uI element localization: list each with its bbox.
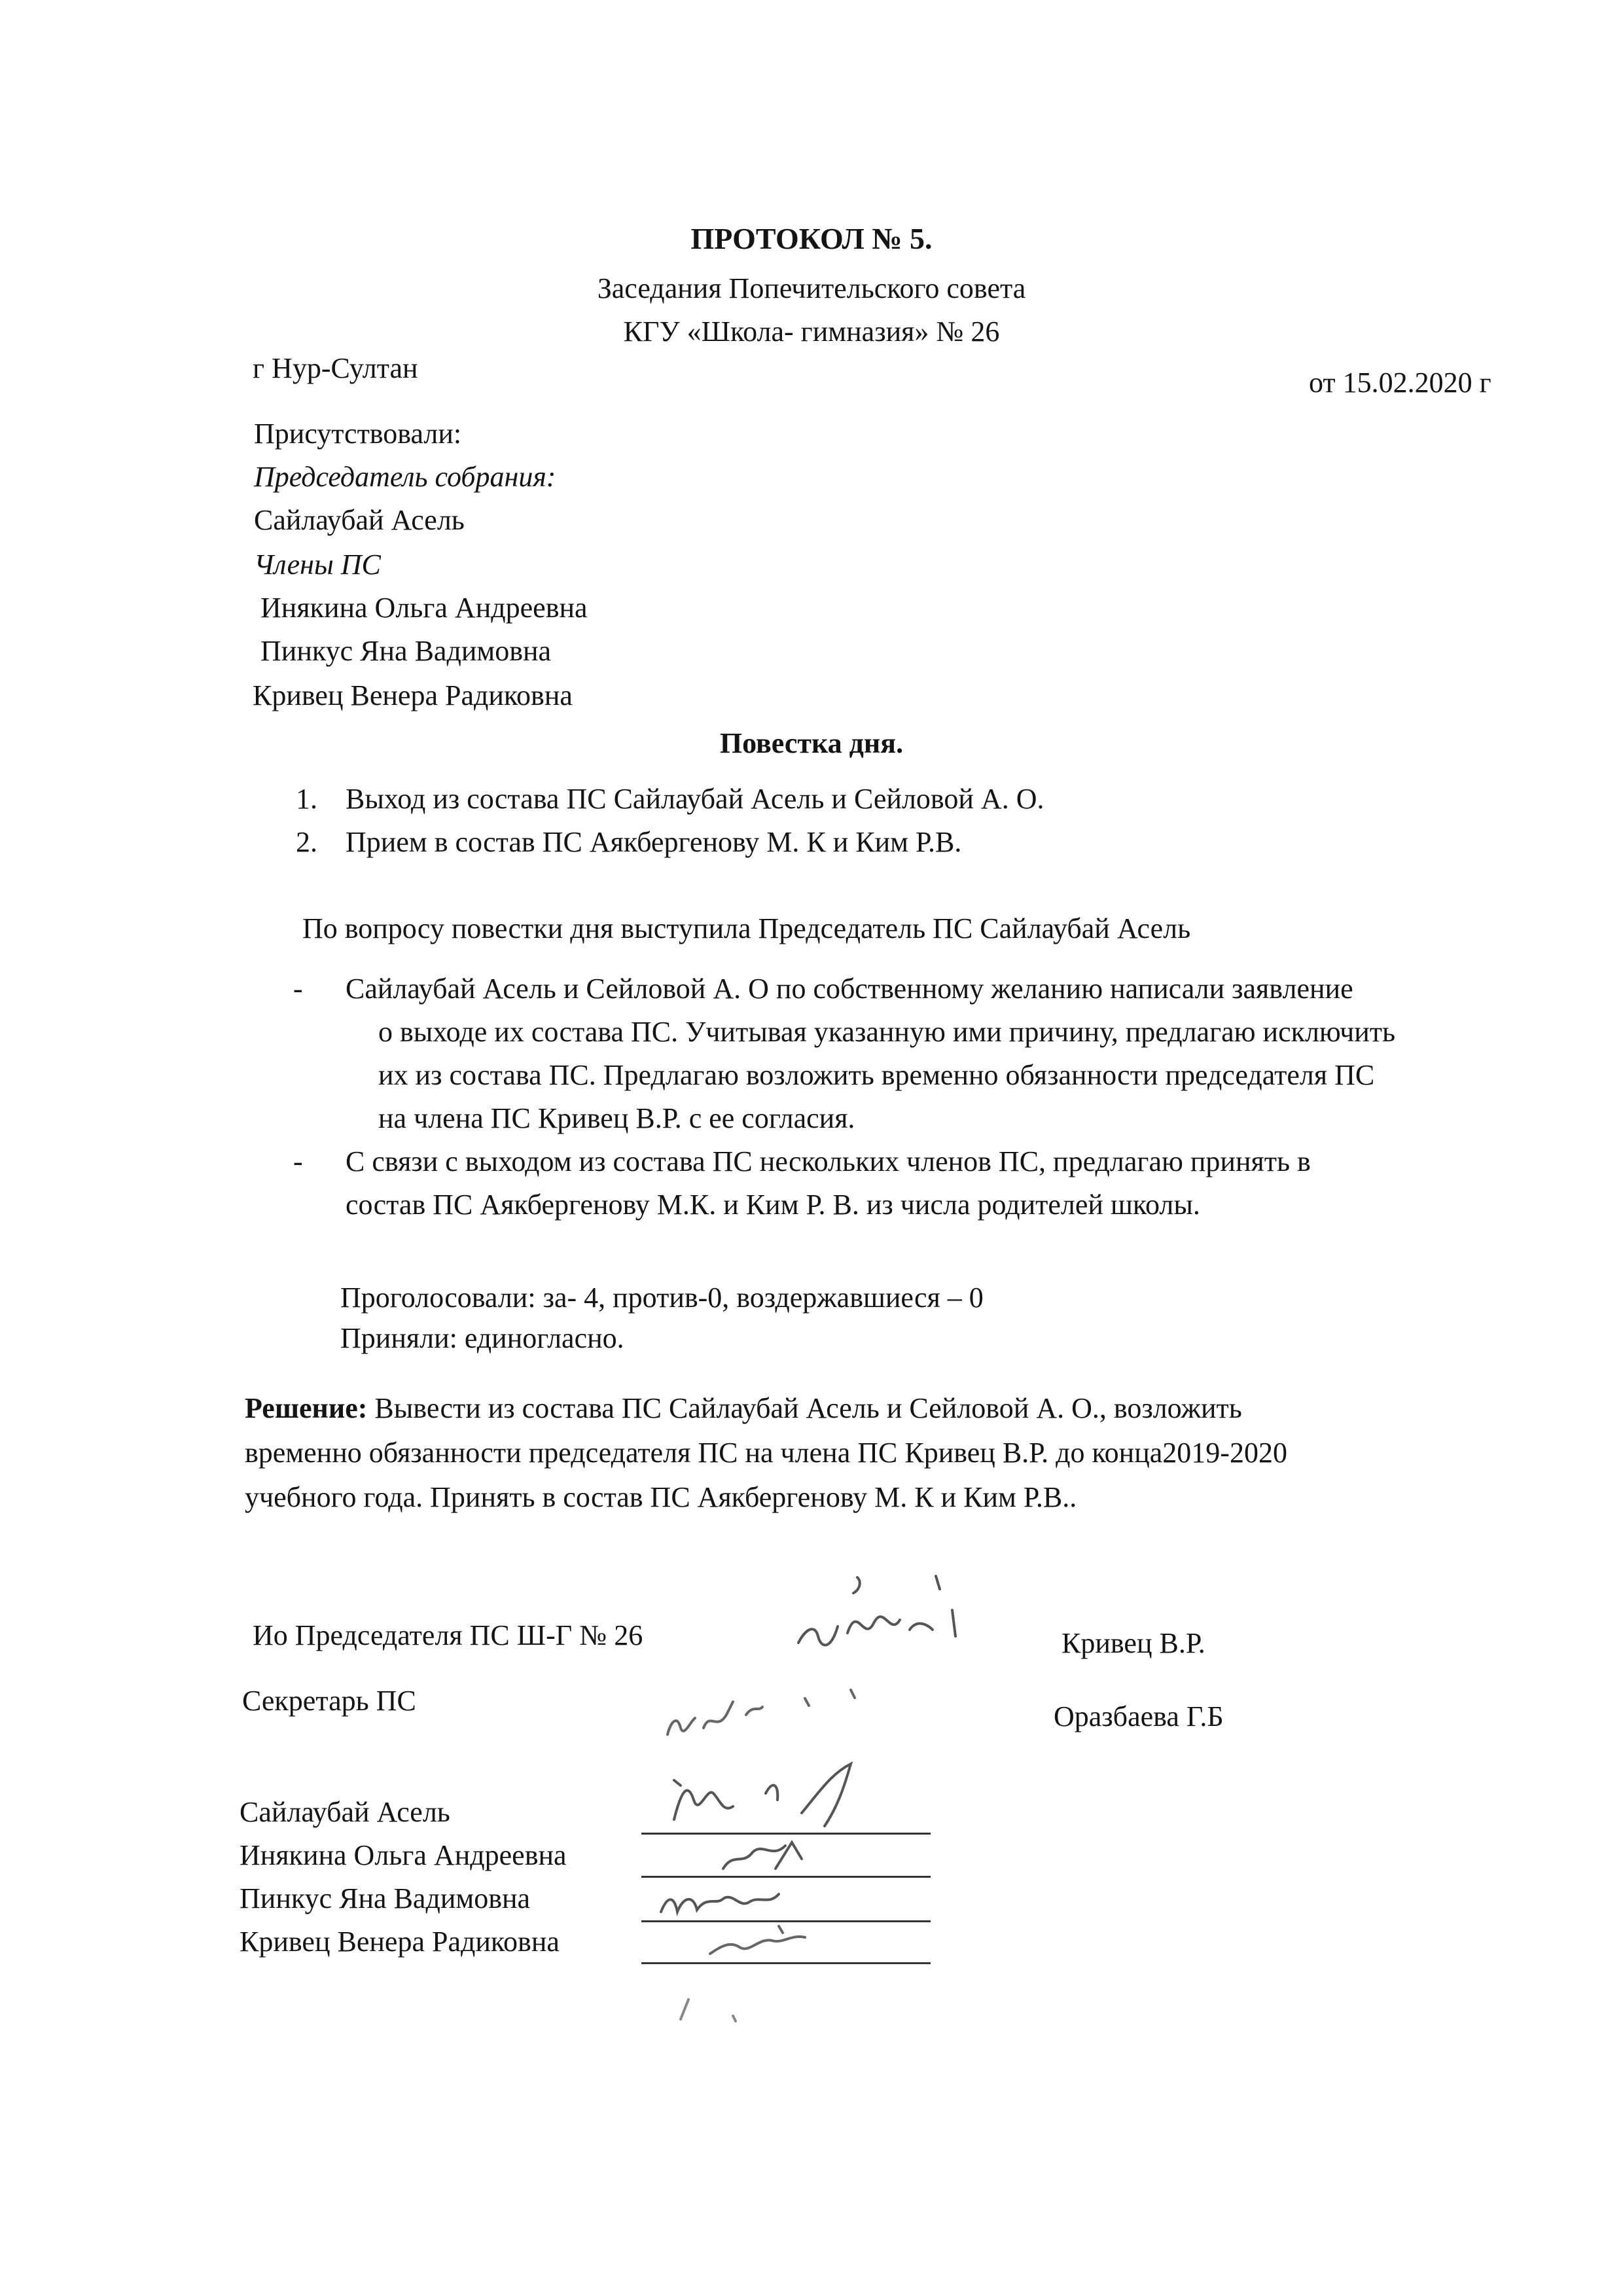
- bullet-dash: -: [293, 973, 303, 1005]
- secretary-role: Секретарь ПС: [242, 1685, 416, 1717]
- chair-name: Сайлаубай Асель: [254, 504, 465, 536]
- signature-line: [641, 1962, 931, 1964]
- bullet-line: С связи с выходом из состава ПС нескольких членов ПС, предлагаю принять в: [346, 1145, 1311, 1177]
- agenda-item: [296, 821, 1044, 864]
- member-signature: [661, 1754, 883, 1833]
- city: г Нур-Султан: [253, 352, 418, 384]
- signatory-name: Инякина Ольга Андреевна: [240, 1839, 567, 1871]
- bullet-line: Сайлаубай Асель и Сейловой А. О по собственному желанию написали заявление: [346, 973, 1353, 1005]
- decision-label: Решение:: [245, 1392, 368, 1424]
- signatory-name: Пинкус Яна Вадимовна: [240, 1882, 531, 1914]
- agenda-item-number: 1.: [296, 783, 317, 815]
- agenda-title: Повестка дня.: [719, 727, 904, 759]
- discussion-bullets: [293, 967, 1510, 1227]
- signatory-name: Кривец Венера Радиковна: [240, 1926, 560, 1958]
- member-signature: [654, 1876, 798, 1922]
- decision-block: [245, 1386, 1488, 1520]
- bullet-line: о выходе их состава ПС. Учитывая указанную ими причину, предлагаю исключить: [378, 1016, 1396, 1048]
- speaker-line: По вопросу повестки дня выступила Председатель ПС Сайлаубай Асель: [302, 912, 1191, 944]
- document-title: ПРОТОКОЛ № 5.: [690, 222, 933, 255]
- document-subtitle-line1: Заседания Попечительского совета: [597, 272, 1026, 304]
- bullet-line: на члена ПС Кривец В.Р. с ее согласия.: [378, 1102, 855, 1134]
- discussion-bullet: [293, 1140, 1510, 1227]
- bullet-line: состав ПС Аякбергенову М.К. и Ким Р. В. из числа родителей школы.: [346, 1189, 1200, 1221]
- decision-line: [245, 1386, 1488, 1431]
- decision-line: временно обязанности председателя ПС на члена ПС Кривец В.Р. до конца2019-2020: [245, 1437, 1287, 1469]
- vote-accepted: Приняли: единогласно.: [340, 1322, 624, 1354]
- agenda-item-number: 2.: [296, 826, 317, 858]
- signature-line: [641, 1833, 931, 1835]
- signatory-name: Сайлаубай Асель: [240, 1796, 450, 1828]
- decision-text: Вывести из состава ПС Сайлаубай Асель и Сейловой А. О., возложить: [367, 1392, 1242, 1424]
- member-name: Кривец Венера Радиковна: [253, 679, 573, 711]
- document-date: от 15.02.2020 г: [1309, 367, 1491, 399]
- agenda-item-text: Выход из состава ПС Сайлаубай Асель и Сейловой А. О.: [346, 783, 1044, 815]
- acting-chair-signature: [785, 1564, 995, 1662]
- bullet-dash: -: [293, 1145, 303, 1177]
- document-subtitle-line2: КГУ «Школа- гимназия» № 26: [623, 315, 1000, 348]
- acting-chair-role: Ио Председателя ПС Ш-Г № 26: [253, 1619, 643, 1651]
- secretary-signature: [654, 1676, 903, 1748]
- acting-chair-name: Кривец В.Р.: [1061, 1627, 1205, 1659]
- member-name: Пинкус Яна Вадимовна: [260, 635, 552, 667]
- signature-line: [641, 1876, 931, 1878]
- members-label: Члены ПС: [254, 548, 381, 581]
- member-signature: [713, 1833, 818, 1878]
- present-label: Присутствовали:: [254, 418, 462, 450]
- decision-line: учебного года. Принять в состав ПС Аякбергенову М. К и Ким Р.В..: [245, 1481, 1077, 1513]
- signature-line: [641, 1920, 931, 1922]
- agenda-list: [296, 778, 1044, 864]
- secretary-name: Оразбаева Г.Б: [1054, 1700, 1224, 1732]
- bullet-line: их из состава ПС. Предлагаю возложить временно обязанности председателя ПС: [378, 1059, 1375, 1091]
- agenda-item: [296, 778, 1044, 821]
- agenda-item-text: Прием в состав ПС Аякбергенову М. К и Ким Р.В.: [346, 826, 962, 858]
- chair-label: Председатель собрания:: [254, 461, 556, 493]
- vote-result: Проголосовали: за- 4, против-0, воздержавшиеся – 0: [340, 1282, 984, 1314]
- member-signature: [700, 1921, 831, 1967]
- stray-mark: [668, 1983, 759, 2029]
- member-name: Инякина Ольга Андреевна: [260, 592, 588, 624]
- discussion-bullet: [293, 967, 1510, 1140]
